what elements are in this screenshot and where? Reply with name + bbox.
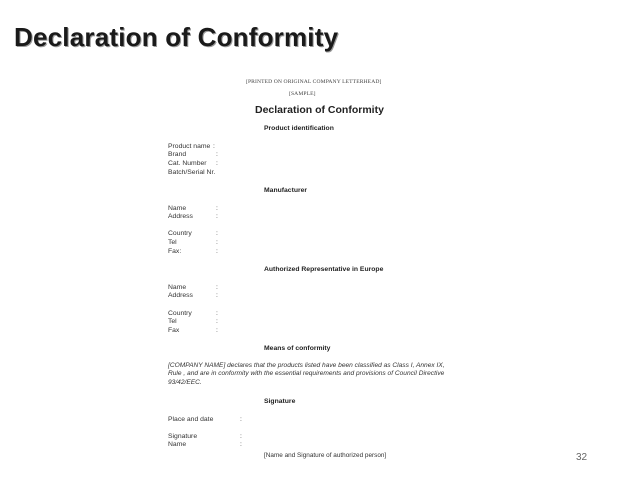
section-heading-authorized-rep: Authorized Representative in Europe [264,266,384,273]
field-colon: : [216,248,218,255]
letterhead-note: [PRINTED ON ORIGINAL COMPANY LETTERHEAD] [246,79,382,85]
field-tel: Tel [168,318,177,325]
field-colon: : [240,433,242,440]
field-fax: Fax [168,327,180,334]
field-brand: Brand [168,151,187,158]
conformity-statement: [COMPANY NAME] declares that the products listed have been classified as Class I, Annex IX, Rule , and are in conformity with the essential requirements and provisions of Council Directive 93/42/EEC. [168,362,445,386]
page-number: 32 [576,452,588,463]
field-colon: : [216,160,218,167]
field-product-name: Product name [168,143,211,150]
field-colon: : [216,327,218,334]
declaration-document [150,70,490,470]
slide-title: Declaration of Conformity [14,22,339,52]
field-colon: : [216,230,218,237]
field-cat-number: Cat. Number [168,160,207,167]
signature-note: [Name and Signature of authorized person] [264,452,387,459]
field-colon: : [213,143,215,150]
field-colon: : [216,151,218,158]
field-name: Name [168,284,187,291]
section-heading-manufacturer: Manufacturer [264,187,308,194]
field-colon: : [216,292,218,299]
field-place-date: Place and date [168,416,214,423]
section-heading-product: Product identification [264,125,334,132]
field-tel: Tel [168,239,177,246]
section-heading-means: Means of conformity [264,345,331,352]
field-address: Address [168,213,193,220]
field-colon: : [216,213,218,220]
field-colon: : [216,239,218,246]
field-country: Country [168,230,192,237]
field-country: Country [168,310,192,317]
field-colon: : [216,284,218,291]
document-title: Declaration of Conformity [255,104,384,116]
field-batch-serial: Batch/Serial Nr. [168,169,216,176]
field-fax: Fax: [168,248,182,255]
field-colon: : [216,205,218,212]
field-signer-name: Name [168,441,187,448]
field-address: Address [168,292,193,299]
field-colon: : [216,318,218,325]
section-heading-signature: Signature [264,398,296,405]
field-colon: : [216,310,218,317]
sample-note: [SAMPLE] [289,91,316,97]
field-signature: Signature [168,433,198,440]
field-name: Name [168,205,187,212]
field-colon: : [240,441,242,448]
field-colon: : [240,416,242,423]
